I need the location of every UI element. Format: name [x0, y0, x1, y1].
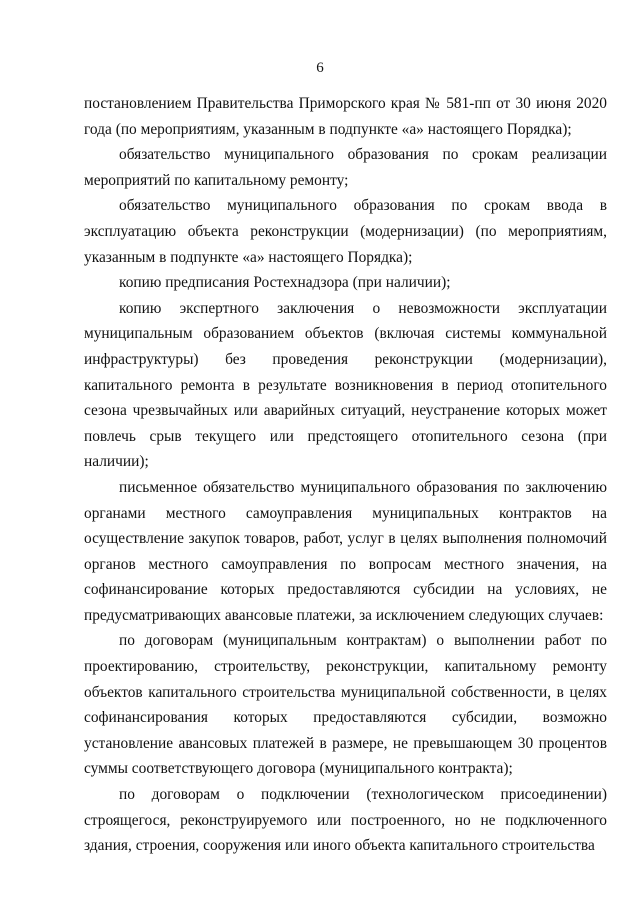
- document-body: [84, 91, 607, 859]
- paragraph: по договорам (муниципальным контрактам) о выполнении работ по проектированию, строительству, реконструкции, капитальному ремонту объектов капитального строительства муниципальной собственности, в целях софинансирования которых предоставляются субсидии, возможно установление авансовых платежей в размере, не превышающем 30 процентов суммы соответствующего договора (муниципального контракта);: [84, 632, 607, 778]
- page-number: 6: [316, 60, 324, 76]
- paragraph: копию экспертного заключения о невозможности эксплуатации муниципальным образованием объектов (включая системы коммунальной инфраструктуры) без проведения реконструкции (модернизации), капитального ремонта в результате возникновения в период отопительного сезона чрезвычайных или аварийных ситуаций, неустранение которых может повлечь срыв текущего или предстоящего отопительного сезона (при наличии);: [84, 299, 607, 471]
- paragraph: обязательство муниципального образования по срокам реализации мероприятий по капитальному ремонту;: [84, 146, 607, 189]
- paragraph: копию предписания Ростехнадзора (при наличии);: [119, 274, 451, 292]
- paragraph-continuation: постановлением Правительства Приморского края № 581-пп от 30 июня 2020 года (по мероприятиям, указанным в подпункте «а» настоящего Порядка);: [84, 95, 607, 138]
- paragraph: по договорам о подключении (технологическом присоединении) строящегося, реконструируемого или построенного, но не подключенного здания, строения, сооружения или иного объекта капитального строительства: [84, 786, 607, 855]
- paragraph: письменное обязательство муниципального образования по заключению органами местного самоуправления муниципальных контрактов на осуществление закупок товаров, работ, услуг в целях выполнения полномочий органов местного самоуправления по вопросам местного значения, на софинансирование которых предоставляются субсидии на условиях, не предусматривающих авансовые платежи, за исключением следующих случаев:: [84, 478, 607, 624]
- paragraph: обязательство муниципального образования по срокам ввода в эксплуатацию объекта реконструкции (модернизации) (по мероприятиям, указанным в подпункте «а» настоящего Порядка);: [84, 197, 607, 266]
